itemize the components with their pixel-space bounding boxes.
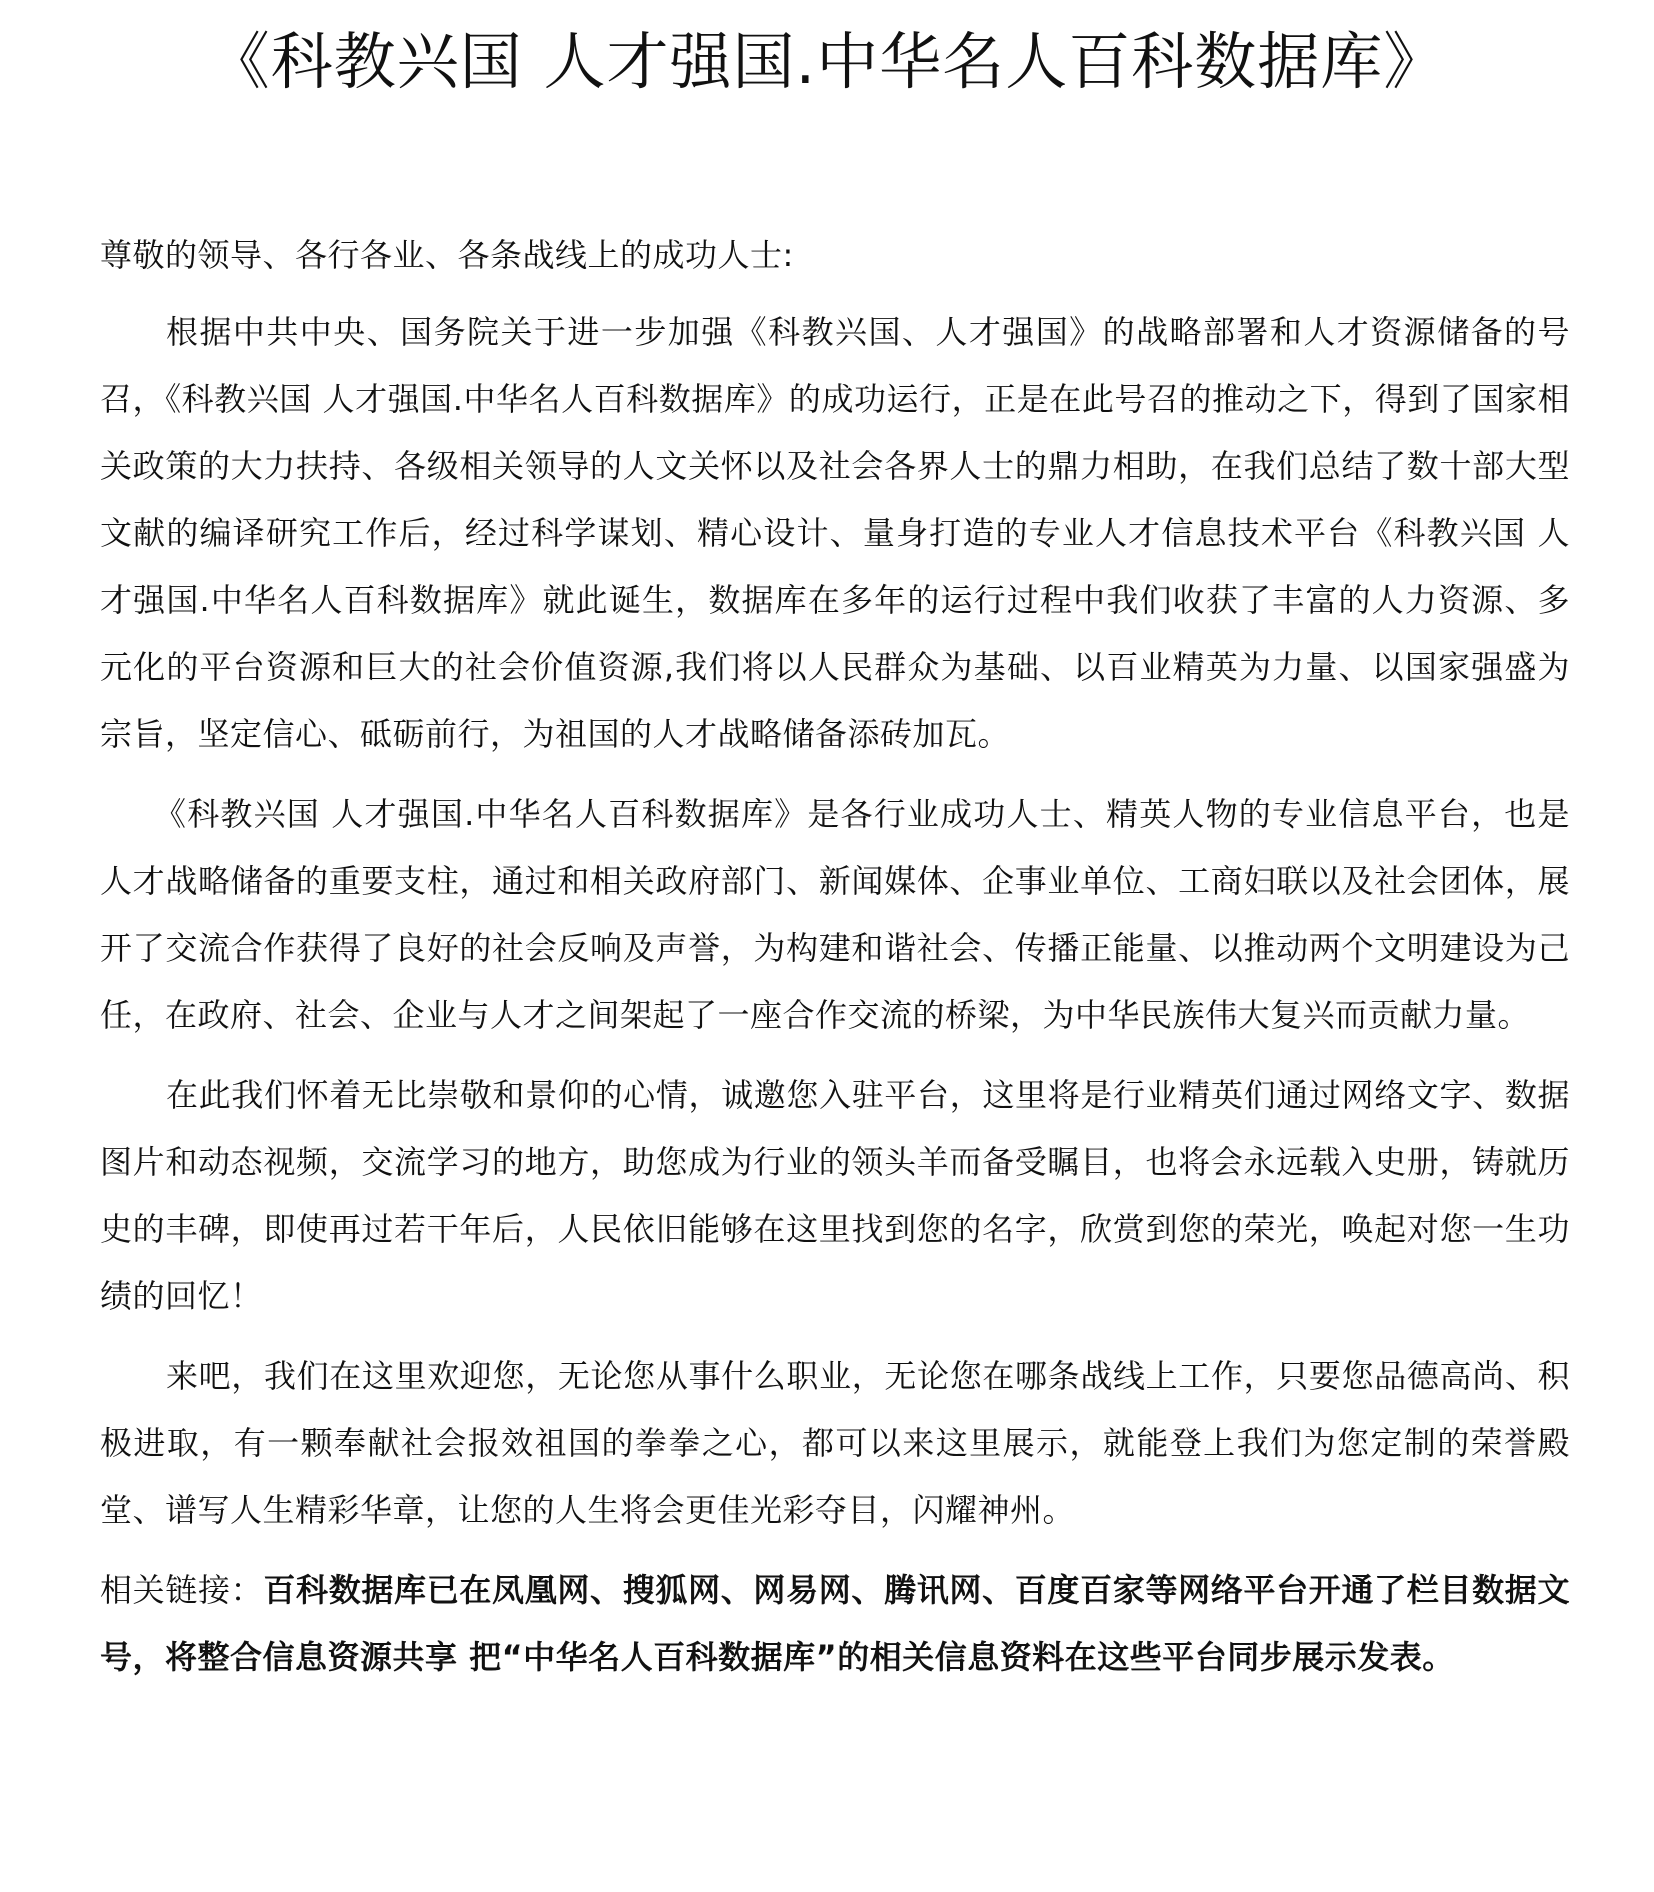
paragraph-welcome: 来吧，我们在这里欢迎您，无论您从事什么职业，无论您在哪条战线上工作，只要您品德高尚、积极进取，有一颗奉献社会报效祖国的拳拳之心，都可以来这里展示，就能登上我们为您定制的荣誉殿堂、谱写人生精彩华章，让您的人生将会更佳光彩夺目，闪耀神州。	[100, 1357, 1570, 1529]
paragraph-platform: 《科教兴国 人才强国.中华名人百科数据库》是各行业成功人士、精英人物的专业信息平台，也是人才战略储备的重要支柱，通过和相关政府部门、新闻媒体、企事业单位、工商妇联以及社会团体，展开了交流合作获得了良好的社会反响及声誉，为构建和谐社会、传播正能量、以推动两个文明建设为己任，在政府、社会、企业与人才之间架起了一座合作交流的桥梁，为中华民族伟大复兴而贡献力量。	[100, 795, 1570, 1034]
related-links	[100, 1557, 1570, 1691]
paragraph-intro: 根据中共中央、国务院关于进一步加强《科教兴国、人才强国》的战略部署和人才资源储备的号召，《科教兴国 人才强国.中华名人百科数据库》的成功运行，正是在此号召的推动之下，得到了国家相关政策的大力扶持、各级相关领导的人文关怀以及社会各界人士的鼎力相助，在我们总结了数十部大型文献的编译研究工作后，经过科学谋划、精心设计、量身打造的专业人才信息技术平台《科教兴国 人才强国.中华名人百科数据库》就此诞生，数据库在多年的运行过程中我们收获了丰富的人力资源、多元化的平台资源和巨大的社会价值资源,我们将以人民群众为基础、以百业精英为力量、以国家强盛为宗旨，坚定信心、砥砺前行，为祖国的人才战略储备添砖加瓦。	[100, 313, 1570, 753]
document-body	[100, 222, 1570, 1691]
related-links-text: 百科数据库已在凤凰网、搜狐网、网易网、腾讯网、百度百家等网络平台开通了栏目数据文号，将整合信息资源共享 把“中华名人百科数据库”的相关信息资料在这些平台同步展示发表。	[100, 1571, 1570, 1676]
related-links-label: 相关链接：	[100, 1571, 264, 1609]
salutation: 尊敬的领导、各行各业、各条战线上的成功人士:	[100, 236, 794, 274]
paragraph-invitation: 在此我们怀着无比崇敬和景仰的心情，诚邀您入驻平台，这里将是行业精英们通过网络文字、数据图片和动态视频，交流学习的地方，助您成为行业的领头羊而备受瞩目，也将会永远载入史册，铸就历史的丰碑，即使再过若干年后，人民依旧能够在这里找到您的名字，欣赏到您的荣光，唤起对您一生功绩的回忆！	[100, 1076, 1570, 1315]
document-title: 《科教兴国 人才强国.中华名人百科数据库》	[207, 25, 1447, 98]
